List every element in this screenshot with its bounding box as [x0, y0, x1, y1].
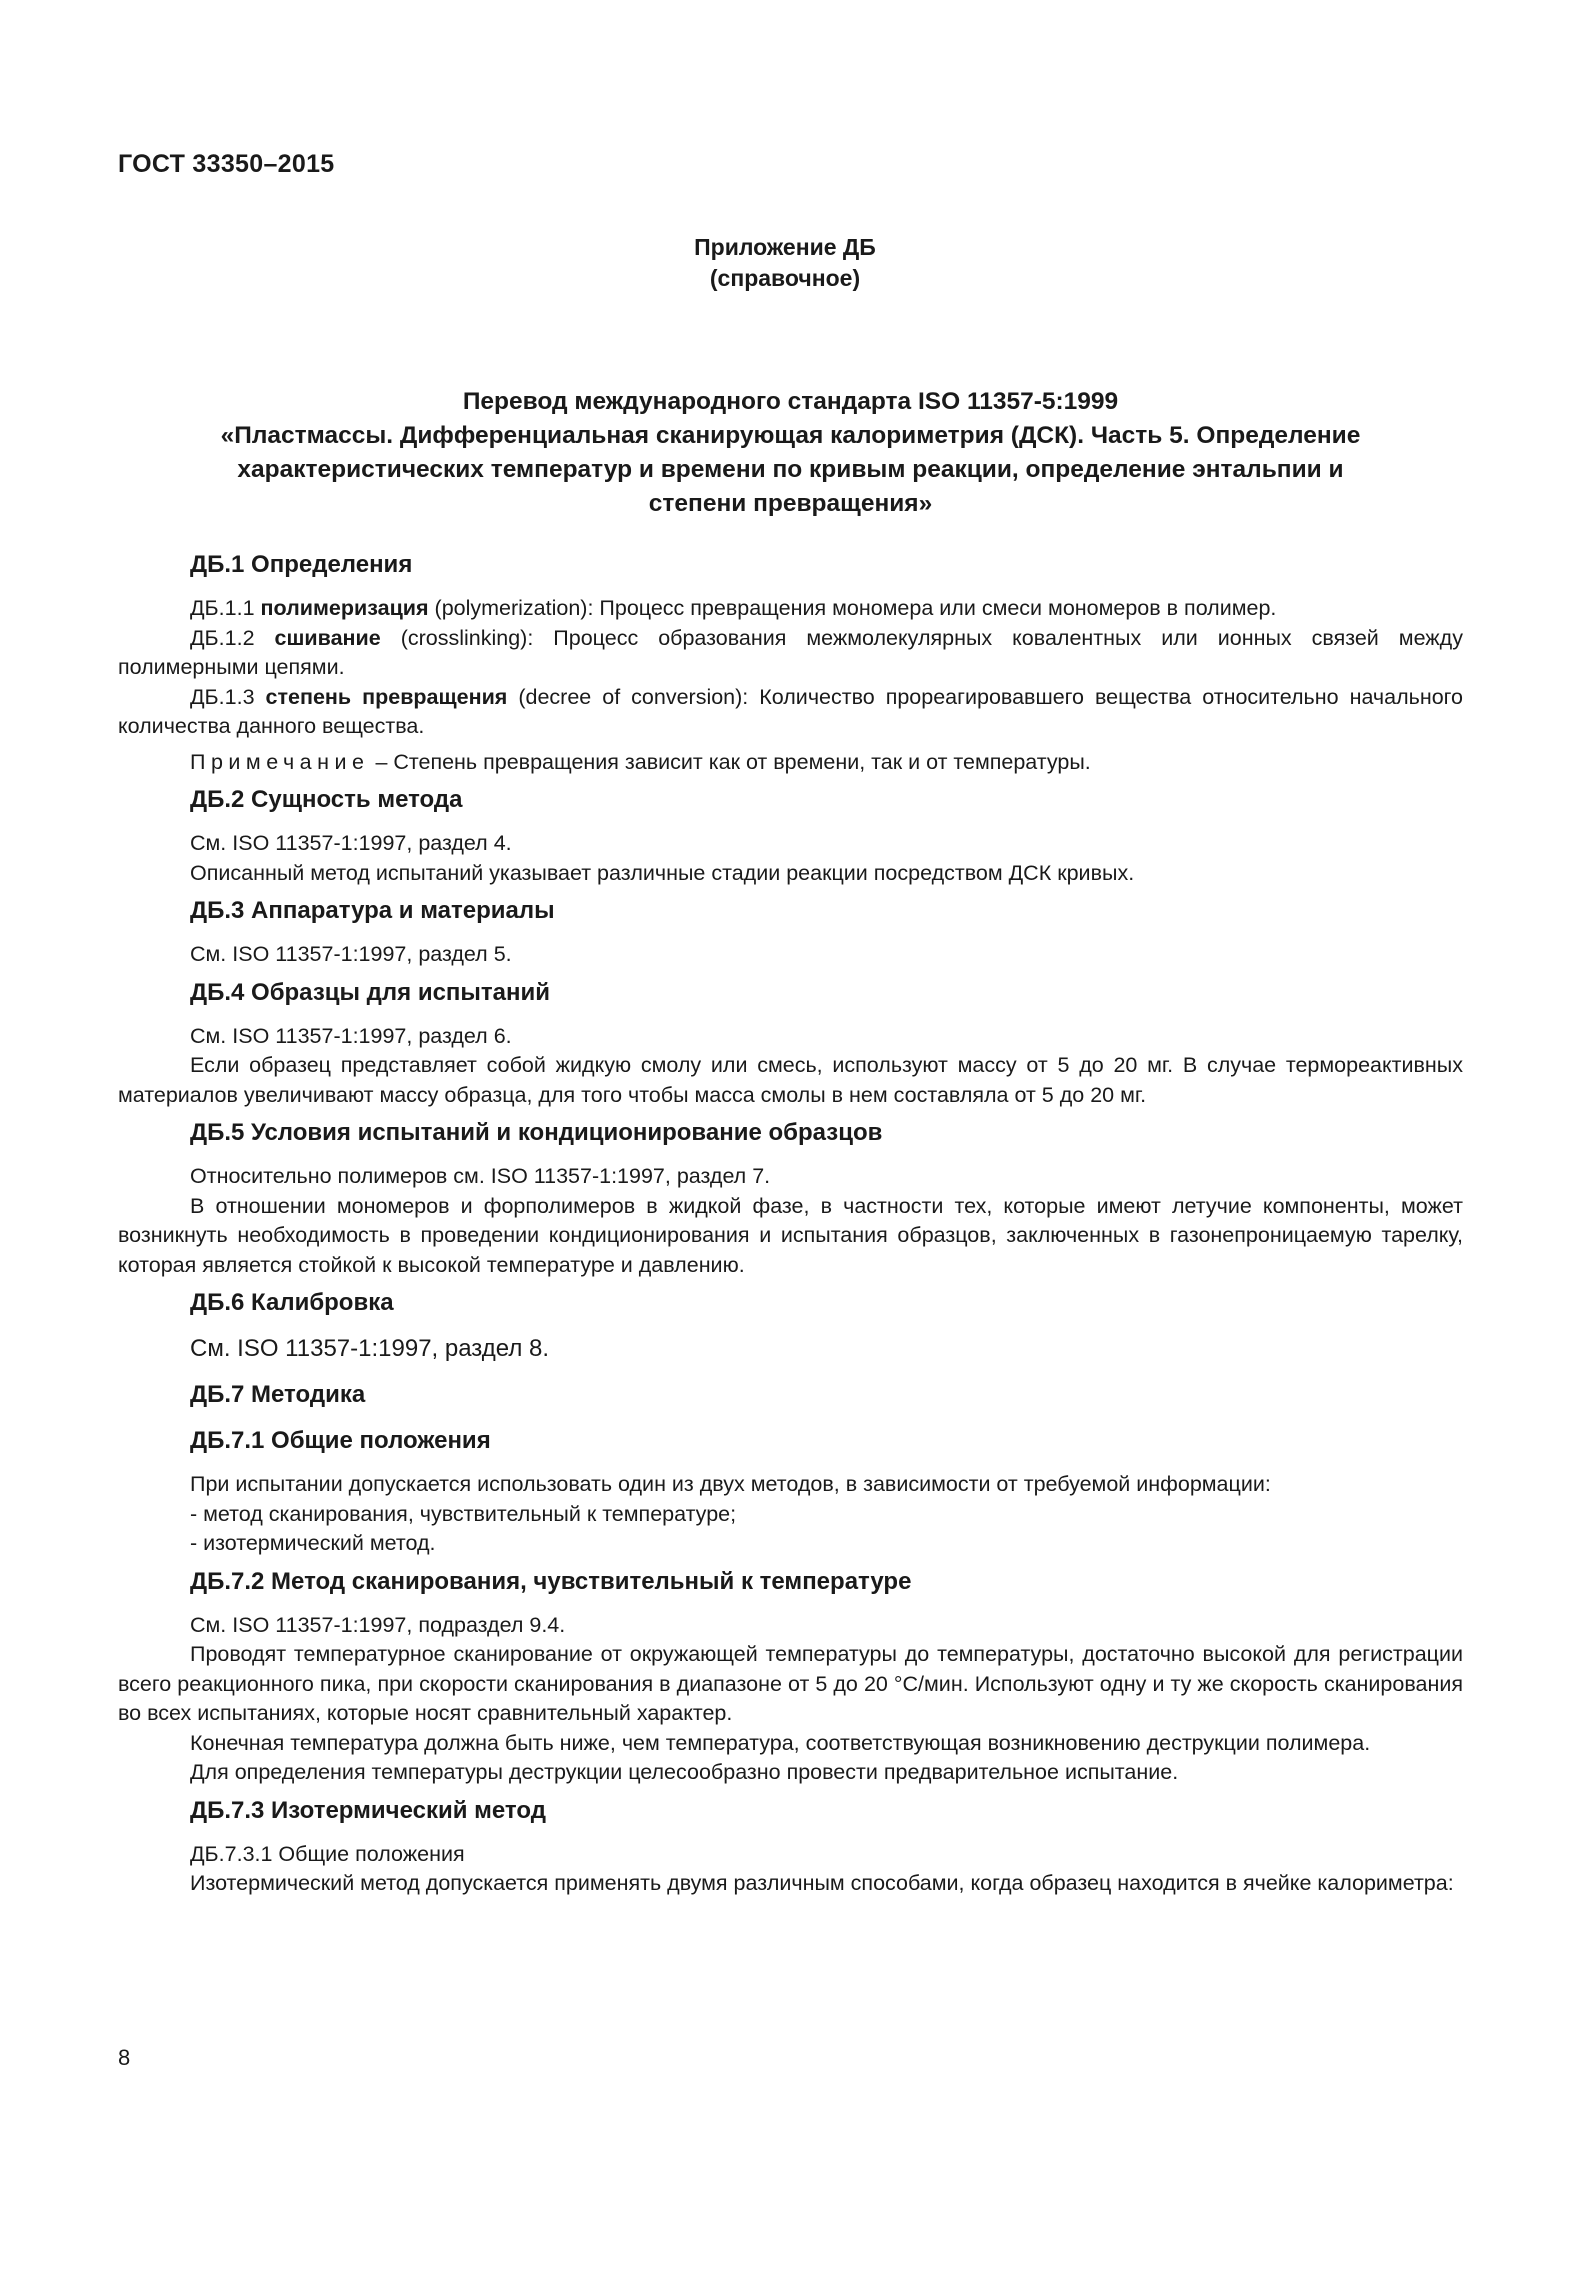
note [118, 748, 1463, 778]
paragraph: См. ISO 11357-1:1997, раздел 8. [190, 1335, 550, 1362]
section-heading-db7: ДБ.7 Методика [190, 1381, 366, 1408]
definition-text: (crosslinking): Процесс образования межмолекулярных ковалентных или ионных связей между полимерными цепями. [118, 625, 1463, 679]
paragraph: См. ISO 11357-1:1997, раздел 4. [190, 831, 512, 855]
definition-crosslinking [118, 624, 1463, 683]
paragraph: Конечная температура должна быть ниже, чем температура, соответствующая возникновению деструкции полимера. [190, 1730, 1371, 1755]
paragraph: При испытании допускается использовать один из двух методов, в зависимости от требуемой информации: [190, 1472, 1271, 1496]
definition-number: ДБ.1.1 [190, 596, 255, 620]
paragraph: Относительно полимеров см. ISO 11357-1:1997, раздел 7. [190, 1164, 771, 1188]
subsection-heading-db7-3: ДБ.7.3 Изотермический метод [190, 1796, 546, 1824]
note-label: Примечание [190, 749, 370, 774]
paragraph: Изотермический метод допускается применять двумя различным способами, когда образец находится в ячейке калориметра: [190, 1871, 1454, 1895]
definition-degree-of-conversion [118, 683, 1463, 742]
definition-text: (decree of conversion): Количество прореагировавшего вещества относительно начального количества данного вещества. [118, 684, 1463, 738]
appendix-heading [585, 232, 985, 294]
appendix-type: (справочное) [709, 265, 861, 291]
note-text: – Степень превращения зависит как от времени, так и от температуры. [375, 749, 1091, 774]
list-item: - изотермический метод. [190, 1531, 436, 1555]
definition-term: степень превращения [265, 684, 508, 709]
section-heading-db2: ДБ.2 Сущность метода [190, 786, 463, 813]
paragraph: Для определения температуры деструкции целесообразно провести предварительное испытание. [190, 1760, 1179, 1784]
definition-term: полимеризация [260, 596, 429, 620]
section-heading-db3: ДБ.3 Аппаратура и материалы [190, 897, 555, 924]
paragraph: В отношении мономеров и форполимеров в жидкой фазе, в частности тех, которые имеют летучие компоненты, может возникнуть необходимость в проведении кондиционирования и испытания образцов, заключенных в газонепроницаемую тарелку, которая является стойкой к высокой температуре и давлению. [118, 1193, 1463, 1277]
document-body [118, 548, 1463, 1899]
definition-number: ДБ.1.2 [190, 625, 255, 650]
paragraph: Описанный метод испытаний указывает различные стадии реакции посредством ДСК кривых. [190, 860, 1135, 885]
title-line-3: характеристических температур и времени по кривым реакции, определение энтальпии и [237, 456, 1344, 483]
paragraph: ДБ.7.3.1 Общие положения [190, 1841, 465, 1866]
paragraph: См. ISO 11357-1:1997, раздел 6. [190, 1023, 512, 1048]
appendix-label: Приложение ДБ [694, 234, 876, 260]
subsection-heading-db7-2: ДБ.7.2 Метод сканирования, чувствительный к температуре [190, 1567, 912, 1595]
standard-code: ГОСТ 33350–2015 [118, 150, 335, 178]
paragraph: См. ISO 11357-1:1997, раздел 5. [190, 942, 512, 966]
section-heading-db1: ДБ.1 Определения [190, 551, 413, 578]
list-item: - метод сканирования, чувствительный к температуре; [190, 1501, 737, 1526]
definition-text: (polymerization): Процесс превращения мономера или смеси мономеров в полимер. [434, 596, 1277, 620]
paragraph: См. ISO 11357-1:1997, подраздел 9.4. [190, 1612, 566, 1637]
paragraph: Если образец представляет собой жидкую смолу или смесь, используют массу от 5 до 20 мг. В случае термореактивных материалов увеличивают массу образца, для того чтобы масса смолы в нем составляла от 5 до 20 мг. [118, 1053, 1463, 1107]
section-heading-db4: ДБ.4 Образцы для испытаний [190, 978, 551, 1006]
definition-term: сшивание [274, 625, 381, 650]
title-line-2: «Пластмассы. Дифференциальная сканирующая калориметрия (ДСК). Часть 5. Определение [220, 422, 1361, 449]
paragraph: Проводят температурное сканирование от окружающей температуры до температуры, достаточно высокой для регистрации всего реакционного пика, при скорости сканирования в диапазоне от 5 до 20 °С/мин. Используют одну и ту же скорость сканирования во всех испытаниях, которые носят сравнительный характер. [118, 1642, 1463, 1725]
subsection-heading-db7-1: ДБ.7.1 Общие положения [190, 1427, 491, 1454]
title-line-4: степени превращения» [648, 490, 933, 517]
definition-polymerization [118, 594, 1463, 624]
page-number: 8 [118, 2045, 131, 2070]
document-title [118, 385, 1463, 521]
section-heading-db5: ДБ.5 Условия испытаний и кондиционирование образцов [190, 1119, 883, 1146]
section-heading-db6: ДБ.6 Калибровка [190, 1289, 394, 1316]
title-line-1: Перевод международного стандарта ISO 11357-5:1999 [462, 388, 1119, 415]
definition-number: ДБ.1.3 [190, 684, 255, 709]
